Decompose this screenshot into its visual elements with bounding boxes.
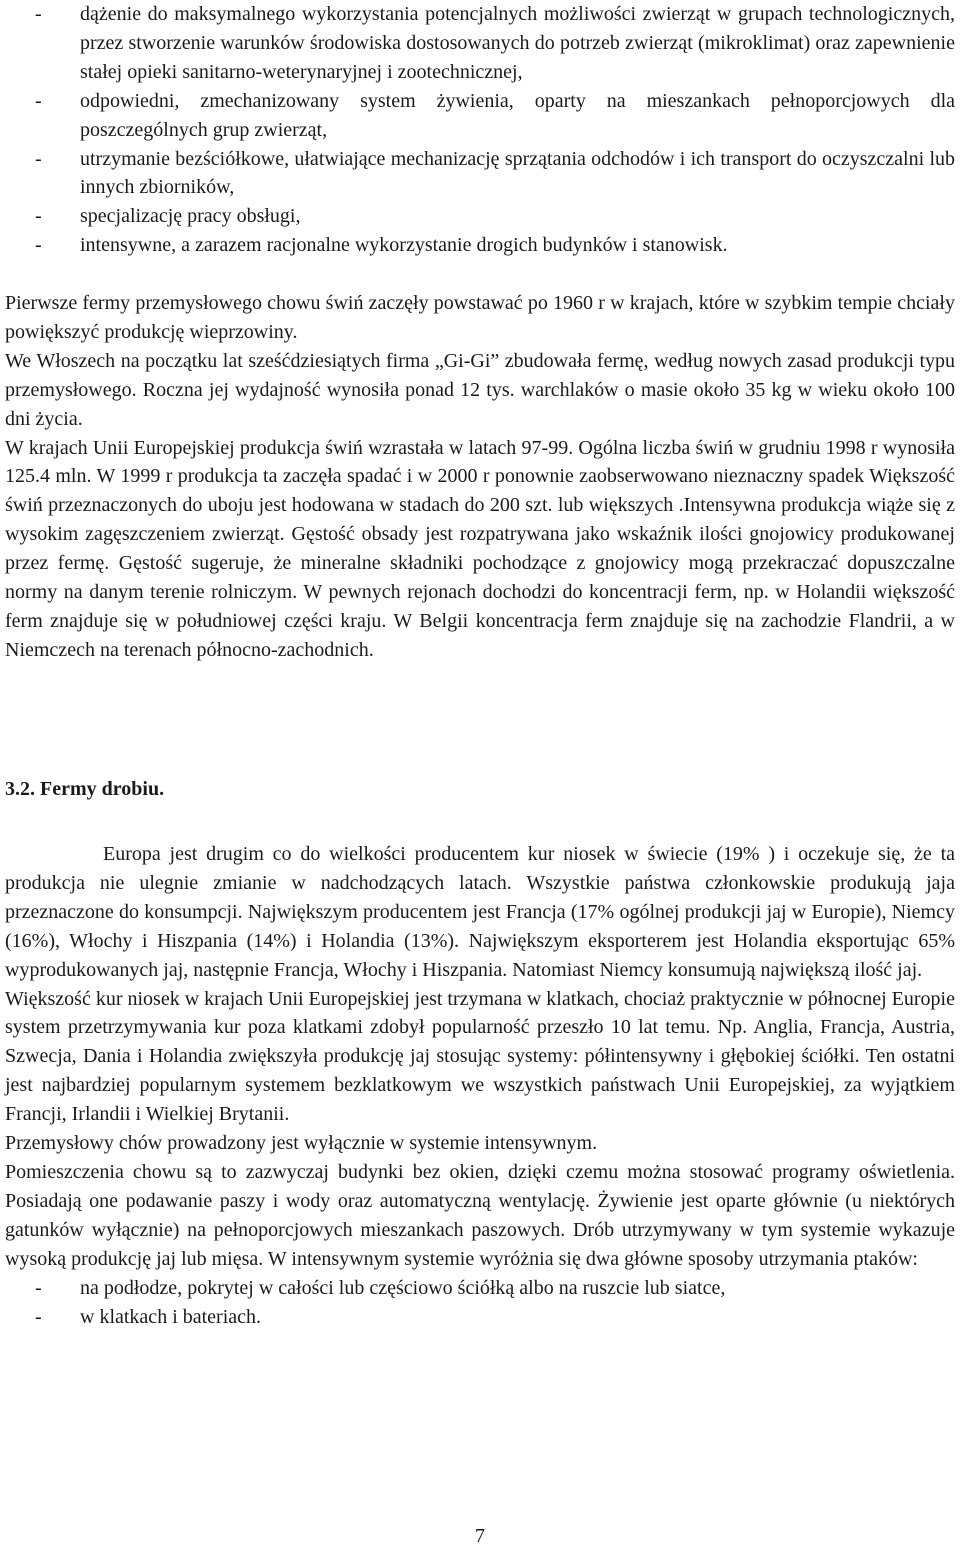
list-item-text: w klatkach i bateriach. [80,1305,262,1328]
section-heading: 3.2. Fermy drobiu. [5,778,165,800]
list-marker: - [35,147,42,170]
paragraph: Przemysłowy chów prowadzony jest wyłącznie w systemie intensywnym. [5,1132,598,1155]
list-marker: - [35,234,42,257]
paragraph: W krajach Unii Europejskiej produkcja świń wzrastała w latach 97-99. Ogólna liczba świń w grudniu 1998 r wynosiła 125.4 mln. W 1999 r produkcja ta zaczęła spadać i w 2000 r ponownie zaobserwowano nieznaczny spadek Większość świń przeznaczonych do uboju jest hodowana w stadach do 200 szt. lub większych .Intensywna produkcja wiąże się z wysokim zagęszczeniem zwierząt. Gęstość obsady jest rozpatrywana jako wskaźnik ilości gnojowicy produkowanej przez fermę. Gęstość sugeruje, że mineralne składniki pochodzące z gnojowicy mogą przekraczać dopuszczalne normy na danym terenie rolniczym. W pewnych rejonach dochodzi do koncentracji ferm, np. w Holandii większość ferm znajduje się w południowej części kraju. W Belgii koncentracja ferm znajduje się na zachodzie Flandrii, a w Niemczech na terenach północno-zachodnich. [5,436,955,661]
paragraph: Europa jest drugim co do wielkości producentem kur niosek w świecie (19% ) i oczekuje się, że ta produkcja nie ulegnie zmianie w nadchodzących latach. Wszystkie państwa członkowskie produkują jaja przeznaczone do konsumpcji. Największym producentem jest Francja (17% ogólnej produkcji jaj w Europie), Niemcy (16%), Włochy i Hiszpania (14%) i Holandia (13%). Największym eksporterem jest Holandia eksportując 65% wyprodukowanych jaj, następnie Francja, Włochy i Hiszpania. Natomiast Niemcy konsumują największą ilość jaj. [5,843,955,981]
list-item [5,1303,955,1332]
paragraph: We Włoszech na początku lat sześćdziesiątych firma „Gi-Gi” zbudowała fermę, według nowych zasad produkcji typu przemysłowego. Roczna jej wydajność wynosiła ponad 12 tys. warchlaków o masie około 35 kg w wieku około 100 dni życia. [5,349,955,430]
list-item [5,1274,955,1303]
list-item-text: intensywne, a zarazem racjonalne wykorzystanie drogich budynków i stanowisk. [80,234,728,257]
list-marker: - [35,1276,42,1299]
paragraph: Pomieszczenia chowu są to zazwyczaj budynki bez okien, dzięki czemu można stosować programy oświetlenia. Posiadają one podawanie paszy i wody oraz automatyczną wentylację. Żywienie jest oparte głównie (u niektórych gatunków wyłącznie) na pełnoporcjowych mieszankach paszowych. Drób utrzymywany w tym systemie wykazuje wysoką produkcję jaj lub mięsa. W intensywnym systemie wyróżnia się dwa główne sposoby utrzymania ptaków: [5,1160,955,1270]
list-item-text: utrzymanie bezściółkowe, ułatwiające mechanizację sprzątania odchodów i ich transport do oczyszczalni lub innych zbiorników, [80,147,955,199]
requirements-list [5,0,955,260]
list-item [5,0,955,87]
list-item [5,231,955,260]
paragraph: Pierwsze fermy przemysłowego chowu świń zaczęły powstawać po 1960 r w krajach, które w szybkim tempie chciały powiększyć produkcję wieprzowiny. [5,292,955,343]
list-marker: - [35,89,42,112]
pig-farms-section [5,289,955,665]
list-item-text: dążenie do maksymalnego wykorzystania potencjalnych możliwości zwierząt w grupach technologicznych, przez stworzenie warunków środowiska dostosowanych do potrzeb zwierząt (mikroklimat) oraz zapewnienie stałej opieki sanitarno-weterynaryjnej i zootechnicznej, [80,3,955,83]
poultry-farms-section [5,840,955,1331]
list-item [5,145,955,203]
list-item-text: specjalizację pracy obsługi, [80,205,301,228]
page-number: 7 [475,1525,485,1547]
list-marker: - [35,1305,42,1328]
list-item [5,87,955,145]
paragraph: Większość kur niosek w krajach Unii Europejskiej jest trzymana w klatkach, chociaż praktycznie w północnej Europie system przetrzymywania kur poza klatkami zdobył popularność przeszło 10 lat temu. Np. Anglia, Francja, Austria, Szwecja, Dania i Holandia zwiększyła produkcję jaj stosując systemy: półintensywny i głębokiej ściółki. Ten ostatni jest najbardziej popularnym systemem bezklatkowym we wszystkich państwach Unii Europejskiej, za wyjątkiem Francji, Irlandii i Wielkiej Brytanii. [5,987,955,1126]
list-marker: - [35,205,42,228]
list-item-text: na podłodze, pokrytej w całości lub częściowo ściółką albo na ruszcie lub siatce, [80,1276,726,1299]
list-item [5,202,955,231]
list-item-text: odpowiedni, zmechanizowany system żywienia, oparty na mieszankach pełnoporcjowych dla poszczególnych grup zwierząt, [80,89,955,141]
list-marker: - [35,3,42,25]
